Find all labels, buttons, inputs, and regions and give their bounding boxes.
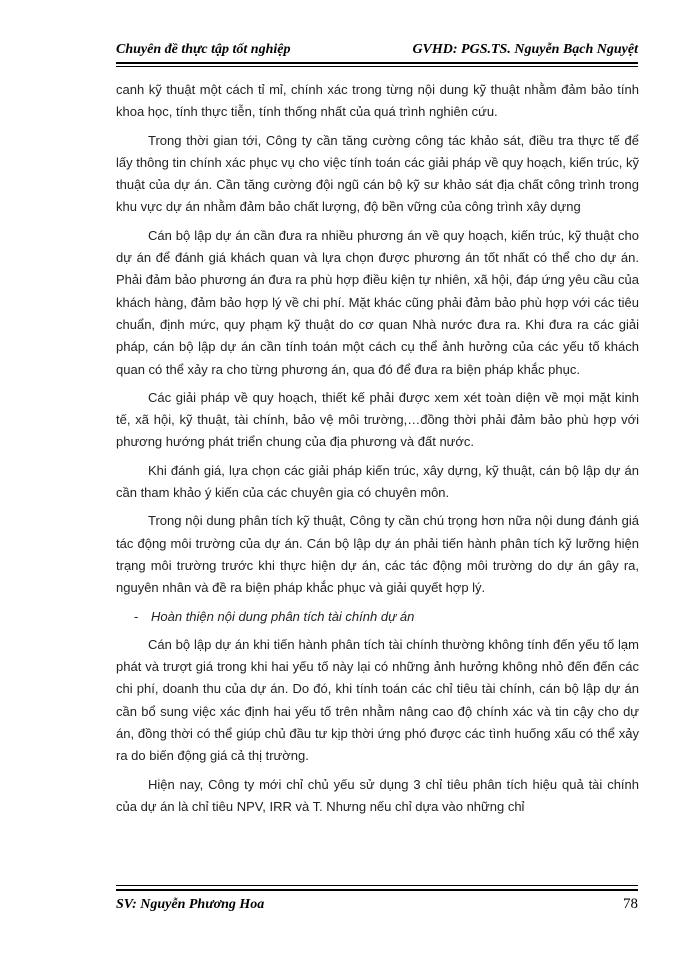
paragraph-6: Trong nội dung phân tích kỹ thuật, Công ty cần chú trọng hơn nữa nội dung đánh giá tác động môi trường của dự án. Cán bộ lập dự án phải tiến hành phân tích kỹ lưỡng hiện trạng môi trường trước khi thực hiện dự án, các tác động môi trường do dự án gây ra, nguyên nhân và đề ra biện pháp khắc phục và giải quyết hợp lý. xyxy=(116,513,639,596)
section-heading: Hoàn thiện nội dung phân tích tài chính dự án xyxy=(151,608,415,624)
body-text xyxy=(116,79,639,824)
bullet-dash: - xyxy=(134,608,139,624)
paragraph-8: Hiện nay, Công ty mới chỉ chủ yếu sử dụng 3 chỉ tiêu phân tích hiệu quả tài chính của dự án là chỉ tiêu NPV, IRR và T. Nhưng nếu chỉ dựa vào những chỉ xyxy=(116,776,639,814)
paragraph-5: Khi đánh giá, lựa chọn các giải pháp kiến trúc, xây dựng, kỹ thuật, cán bộ lập dự án cần tham khảo ý kiến của các chuyên gia có chuyên môn. xyxy=(116,462,639,501)
paragraph-4: Các giải pháp về quy hoạch, thiết kế phải được xem xét toàn diện về mọi mặt kinh tế, xã hội, kỹ thuật, tài chính, bảo vệ môi trường,…đồng thời phải đảm bảo phù hợp với phương hướng phát triển chung của địa phương và đất nước. xyxy=(116,389,639,450)
page-header xyxy=(116,37,638,65)
header-rule-thick xyxy=(116,62,638,64)
paragraph-1: canh kỹ thuật một cách tỉ mỉ, chính xác trong từng nội dung kỹ thuật nhằm đảm bảo tính khoa học, tính thực tiễn, tính thống nhất của quá trình nghiên cứu. xyxy=(116,82,639,120)
page-number: 78 xyxy=(623,896,638,912)
page-footer xyxy=(116,885,638,925)
footer-rule-thin xyxy=(116,885,638,886)
header-report-title: Chuyên đề thực tập tốt nghiệp xyxy=(116,42,291,57)
paragraph-2: Trong thời gian tới, Công ty cần tăng cường công tác khảo sát, điều tra thực tế để lấy thông tin chính xác phục vụ cho việc tính toán các giải pháp về quy hoạch, kiến trúc, kỹ thuật của dự án. Cần tăng cường đội ngũ cán bộ kỹ sư khảo sát địa chất công trình trong khu vực dự án nhằm đảm bảo chất lượng, độ bền vững của công trình xây dựng xyxy=(116,132,639,215)
header-rule-thin xyxy=(116,66,638,67)
section-bullet xyxy=(134,606,639,628)
footer-student-name: SV: Nguyễn Phương Hoa xyxy=(116,897,265,912)
header-supervisor: GVHD: PGS.TS. Nguyễn Bạch Nguyệt xyxy=(412,42,638,57)
footer-rule-thick xyxy=(116,889,638,891)
paragraph-7: Cán bộ lập dự án khi tiến hành phân tích tài chính thường không tính đến yếu tố lạm phát và trượt giá trong khi hai yếu tố này lại có những ảnh hưởng không nhỏ đến đến các chi phí, doanh thu của dự án. Do đó, khi tính toán các chỉ tiêu tài chính, cán bộ lập dự án cần bổ sung việc xác định hai yếu tố trên nhằm nâng cao độ chính xác và tin cậy cho dự án, đồng thời có thể giúp chủ đầu tư kịp thời ứng phó được các tình huống xấu có thể xảy ra do biến động giá cả thị trường. xyxy=(116,636,639,764)
paragraph-3: Cán bộ lập dự án cần đưa ra nhiều phương án về quy hoạch, kiến trúc, kỹ thuật cho dự án để đánh giá khách quan và lựa chọn được phương án tốt nhất có thể cho dự án. Phải đảm bảo phương án đưa ra phù hợp điều kiện tự nhiên, xã hội, đáp ứng yêu cầu của khách hàng, đảm bảo hợp lý về chi phí. Mặt khác cũng phải đảm bảo phù hợp với các tiêu chuẩn, định mức, quy phạm kỹ thuật do cơ quan Nhà nước đưa ra. Khi đưa ra các giải pháp, cán bộ lập dự án cần tính toán một cách cụ thể ảnh hưởng của các yếu tố khách quan có thể xảy ra cho từng phương án, qua đó để đưa ra biện pháp khắc phục. xyxy=(116,227,639,377)
